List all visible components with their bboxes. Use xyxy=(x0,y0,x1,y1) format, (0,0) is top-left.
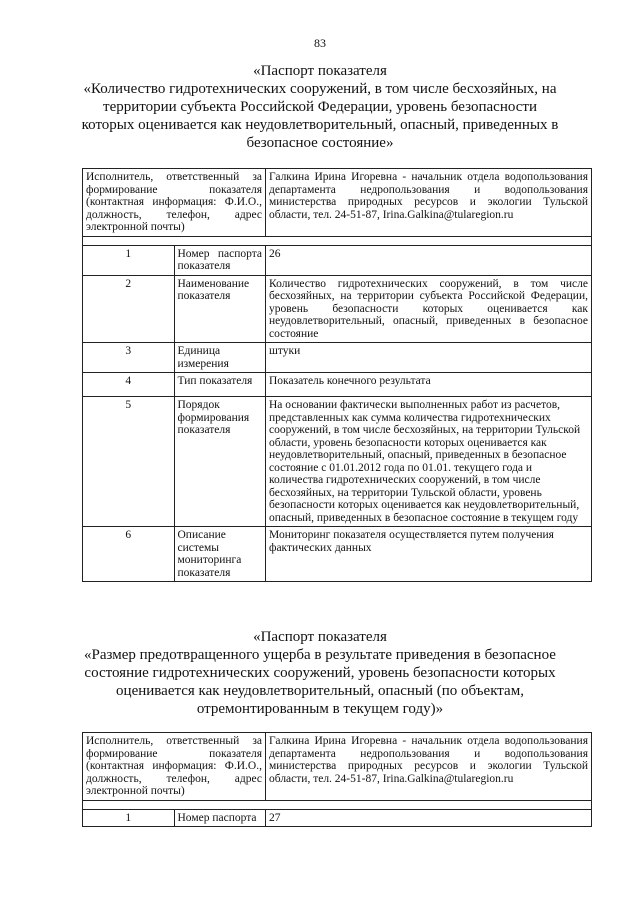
row-number: 2 xyxy=(83,275,175,343)
row-label: Тип показателя xyxy=(174,373,266,397)
row-label: Единица измерения xyxy=(174,343,266,373)
table-row xyxy=(83,809,592,827)
row-label: Порядок формирования показателя xyxy=(174,397,266,527)
passport-1-table xyxy=(82,168,592,582)
passport-2-title: «Паспорт показателя xyxy=(253,629,387,645)
page-number: 83 xyxy=(314,36,326,50)
row-value: На основании фактически выполненных работ из расчетов, представленных как сумма количества гидротехнических сооружений, в том числе бесхозяйных, на территории Тульской области, уровень безопасности которых оценивается как неудовлетворительный, опасный, приведенных в безопасное состояние с 01.01.2012 года по 01.01. текущего года и количества гидротехнических сооружений, в том числе бесхозяйных, на территории Тульской области, уровень безопасности которых оценивается как неудовлетворительный, опасный, приведенных в безопасное состояние в текущем году xyxy=(266,397,592,527)
row-value: 27 xyxy=(266,809,592,827)
row-label: Наименование показателя xyxy=(174,275,266,343)
row-number: 6 xyxy=(83,527,175,582)
passport-1-title: «Паспорт показателя xyxy=(253,63,387,79)
row-label: Описание системы мониторинга показателя xyxy=(174,527,266,582)
row-value: 26 xyxy=(266,245,592,275)
row-number: 5 xyxy=(83,397,175,527)
executor-label: Исполнитель, ответственный за формирование показателя (контактная информация: Ф.И.О., должность, телефон, адрес электронной почты) xyxy=(83,169,266,237)
executor-row xyxy=(83,733,592,801)
row-number: 1 xyxy=(83,809,175,827)
row-label: Номер паспорта xyxy=(174,809,266,827)
passport-1-heading xyxy=(80,62,560,152)
row-value: Мониторинг показателя осуществляется путем получения фактических данных xyxy=(266,527,592,582)
row-number: 1 xyxy=(83,245,175,275)
executor-value: Галкина Ирина Игоревна - начальник отдела водопользования департамента недропользования и водопользования министерства природных ресурсов и экологии Тульской области, тел. 24-51-87, Irina.Galkina@tularegion.ru xyxy=(266,169,592,237)
executor-row xyxy=(83,169,592,237)
table-row xyxy=(83,527,592,582)
passport-2-table xyxy=(82,732,592,827)
row-value: Показатель конечного результата xyxy=(266,373,592,397)
executor-value: Галкина Ирина Игоревна - начальник отдела водопользования департамента недропользования и водопользования министерства природных ресурсов и экологии Тульской области, тел. 24-51-87, Irina.Galkina@tularegion.ru xyxy=(266,733,592,801)
row-value: Количество гидротехнических сооружений, в том числе бесхозяйных, на территории субъекта Российской Федерации, уровень безопасности которых оценивается как неудовлетворительный, опасный, приведенных в безопасное состояние xyxy=(266,275,592,343)
table-row xyxy=(83,397,592,527)
passport-2-indicator-name: «Размер предотвращенного ущерба в результате приведения в безопасное состояние гидротехнических сооружений, уровень безопасности которых оценивается как неудовлетворительный, опасный (по объектам, отремонтированным в текущем году)» xyxy=(84,647,556,717)
row-label: Номер паспорта показателя xyxy=(174,245,266,275)
row-number: 3 xyxy=(83,343,175,373)
passport-1-indicator-name: «Количество гидротехнических сооружений, в том числе бесхозяйных, на территории субъекта Российской Федерации, уровень безопасности которых оценивается как неудовлетворительный, опасный, приведенных в безопасное состояние» xyxy=(81,81,559,151)
table-row xyxy=(83,343,592,373)
executor-label: Исполнитель, ответственный за формирование показателя (контактная информация: Ф.И.О., должность, телефон, адрес электронной почты) xyxy=(83,733,266,801)
row-value: штуки xyxy=(266,343,592,373)
row-number: 4 xyxy=(83,373,175,397)
passport-2-heading xyxy=(80,628,560,718)
table-row xyxy=(83,245,592,275)
table-row xyxy=(83,373,592,397)
table-row xyxy=(83,275,592,343)
